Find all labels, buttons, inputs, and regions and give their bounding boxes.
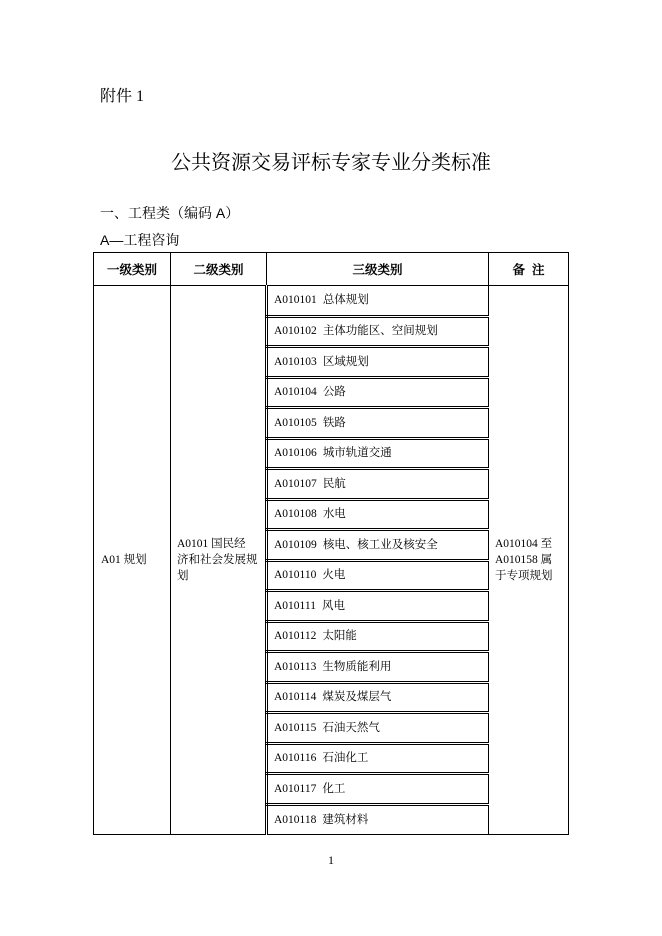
level2-cell-line: 划 (177, 570, 189, 582)
level3-cell (267, 286, 489, 317)
classification-table (93, 252, 569, 835)
remarks-cell-line: A010104 至 (495, 538, 553, 550)
remarks-cell-line: 于专项规划 (495, 570, 553, 582)
level3-code: A010109 (274, 538, 317, 551)
level3-name: 公路 (322, 386, 346, 399)
subsection-heading: A—工程咨询 (100, 232, 180, 248)
table-header-row (94, 253, 569, 286)
level3-code: A010105 (274, 416, 317, 429)
level3-cell (267, 469, 489, 500)
level3-code: A010108 (274, 508, 317, 521)
level1-cell (94, 286, 171, 835)
level3-cell (267, 377, 489, 408)
level3-name: 城市轨道交通 (322, 447, 392, 460)
level3-name: 水电 (322, 508, 346, 521)
level3-cell (267, 347, 489, 378)
level3-name: 总体规划 (322, 294, 369, 307)
level3-name: 主体功能区、空间规划 (322, 325, 438, 338)
level3-cell (267, 438, 489, 469)
level1-label: A01 规划 (101, 554, 147, 566)
level3-code: A010110 (274, 569, 317, 582)
level3-cell (267, 652, 489, 683)
level3-name: 民航 (322, 477, 346, 490)
level3-code: A010104 (274, 386, 317, 399)
level3-code: A010118 (274, 813, 317, 826)
remarks-cell (489, 286, 569, 835)
level3-code: A010101 (274, 294, 317, 307)
level3-cell (267, 408, 489, 439)
section-heading: 一、工程类（编码 A） (100, 205, 240, 221)
header-level1: 一级类别 (94, 253, 171, 286)
level3-name: 风电 (321, 599, 345, 612)
header-remarks: 备 注 (489, 253, 569, 286)
level3-cell (267, 560, 489, 591)
level3-name: 化工 (322, 782, 346, 795)
level3-code: A010116 (274, 752, 317, 765)
level2-cell-line: 济和社会发展规 (177, 554, 258, 566)
level3-code: A010106 (274, 447, 317, 460)
level3-code: A010111 (274, 599, 316, 612)
level3-name: 煤炭及煤层气 (322, 691, 392, 704)
table-body (94, 286, 569, 835)
level3-code: A010102 (274, 325, 317, 338)
level3-cell (267, 530, 489, 561)
level3-cell (267, 774, 489, 805)
level2-cell (171, 286, 267, 835)
level3-code: A010114 (274, 691, 317, 704)
level3-code: A010103 (274, 355, 317, 368)
level3-cell (267, 316, 489, 347)
header-level2: 二级类别 (171, 253, 267, 286)
attachment-label: 附件 1 (100, 88, 145, 105)
level3-code: A010113 (274, 660, 317, 673)
remarks-cell-line: A010158 属 (495, 554, 553, 566)
header-level3: 三级类别 (267, 253, 489, 286)
level3-cell (267, 682, 489, 713)
level3-code: A010115 (274, 721, 317, 734)
level3-cell (267, 743, 489, 774)
level3-cell (267, 804, 489, 835)
level3-cell (267, 713, 489, 744)
page-title: 公共资源交易评标专家专业分类标准 (171, 152, 491, 174)
level2-cell-line: A0101 国民经 (177, 538, 246, 550)
level3-name: 太阳能 (322, 630, 357, 643)
level3-code: A010117 (274, 782, 317, 795)
level3-name: 生物质能利用 (322, 660, 392, 673)
level3-name: 铁路 (322, 416, 346, 429)
level3-name: 石油化工 (322, 752, 369, 765)
level3-name: 石油天然气 (322, 721, 380, 734)
level3-code: A010107 (274, 477, 317, 490)
level3-name: 建筑材料 (322, 813, 369, 826)
level3-name: 火电 (322, 569, 346, 582)
level3-cell (267, 499, 489, 530)
level3-code: A010112 (274, 630, 317, 643)
level3-cell (267, 621, 489, 652)
level3-cell (267, 591, 489, 622)
level3-name: 区域规划 (322, 355, 369, 368)
table-row (94, 286, 569, 317)
level3-name: 核电、核工业及核安全 (322, 538, 438, 551)
page-number: 1 (328, 853, 334, 867)
